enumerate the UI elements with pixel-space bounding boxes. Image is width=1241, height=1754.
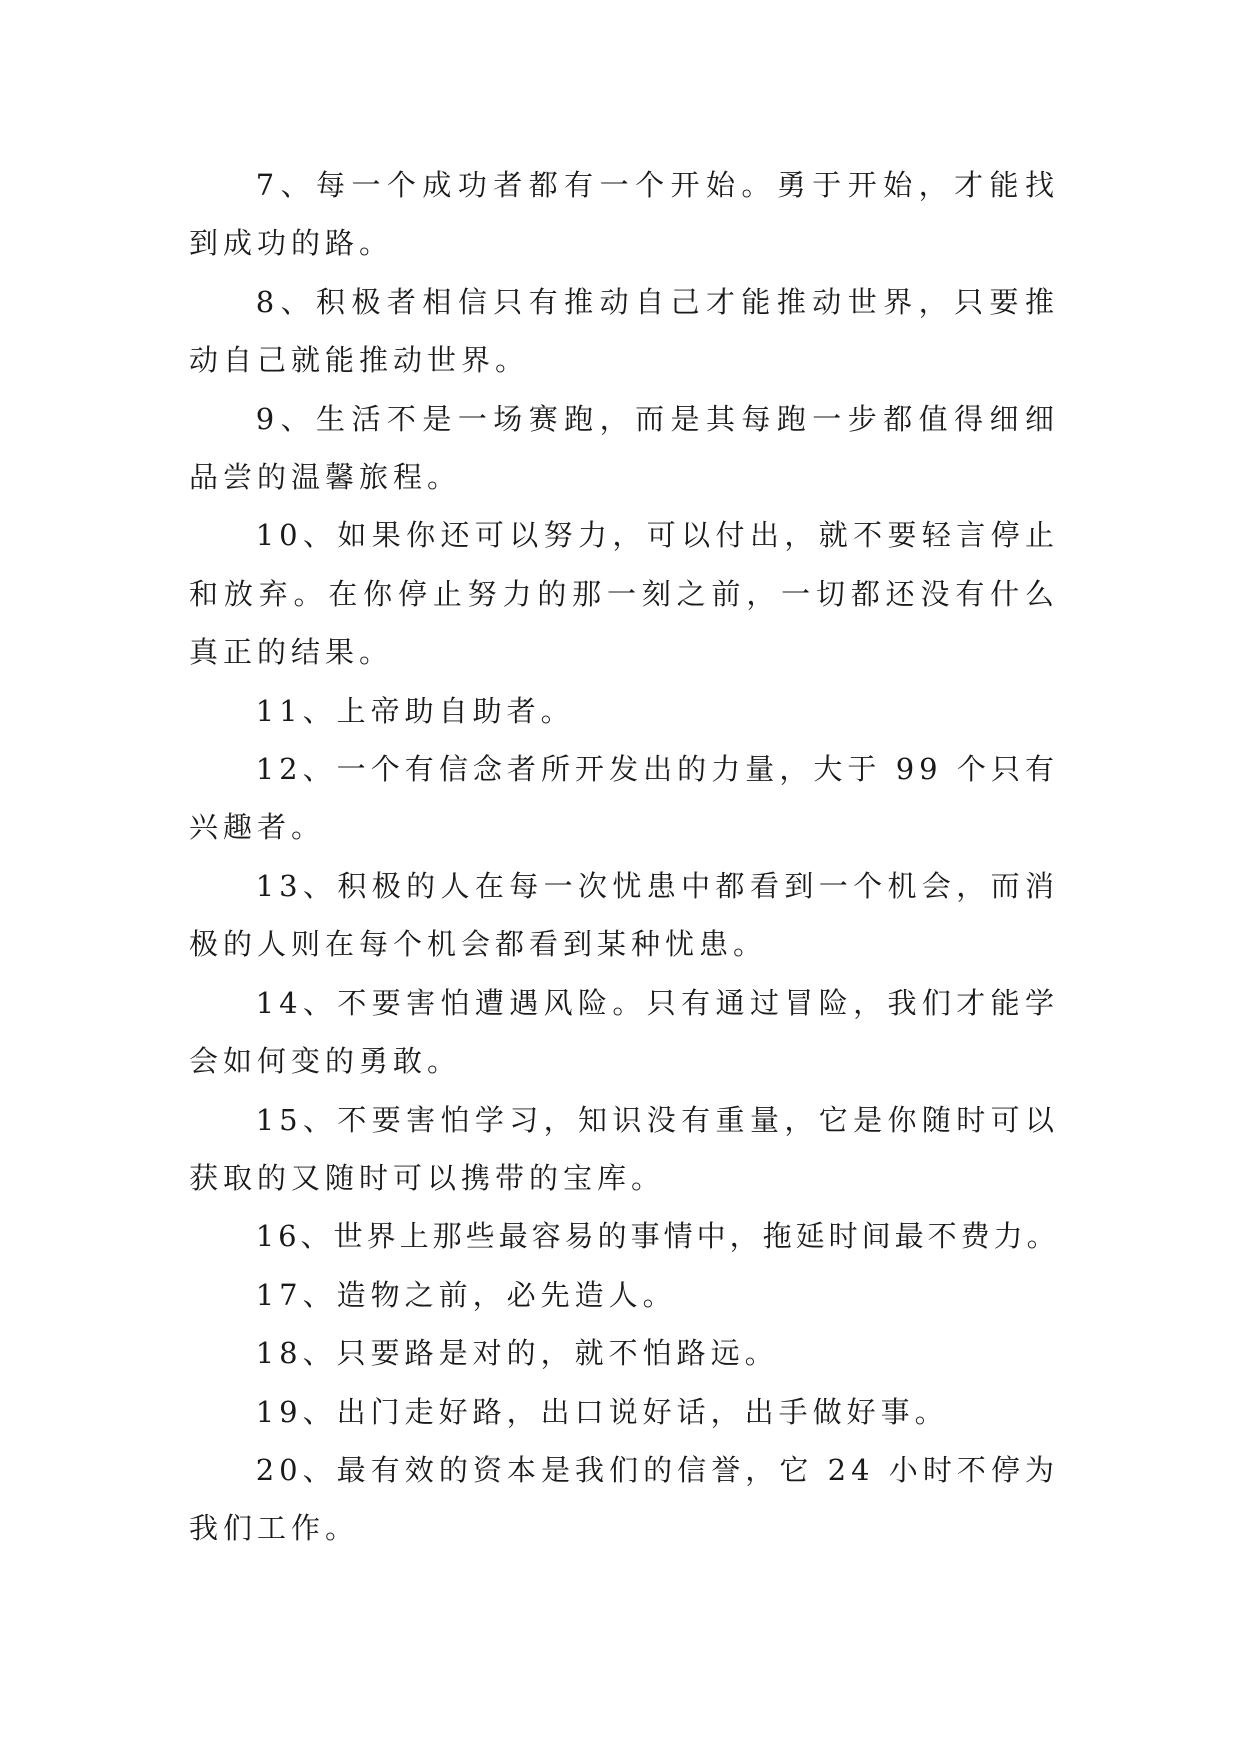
quote-paragraph-12: 12、一个有信念者所开发出的力量，大于 99 个只有兴趣者。 xyxy=(189,752,1059,845)
quote-paragraph-19: 19、出门走好路，出口说好话，出手做好事。 xyxy=(255,1394,949,1429)
quote-paragraph-7: 7、每一个成功者都有一个开始。勇于开始，才能找到成功的路。 xyxy=(189,168,1059,261)
quote-paragraph-8: 8、积极者相信只有推动自己才能推动世界，只要推动自己就能推动世界。 xyxy=(189,284,1059,378)
quote-paragraph-18: 18、只要路是对的，就不怕路远。 xyxy=(255,1336,779,1371)
quote-paragraph-13: 13、积极的人在每一次忧患中都看到一个机会，而消极的人则在每个机会都看到某种忧患。 xyxy=(189,868,1059,962)
quote-paragraph-9: 9、生活不是一场赛跑，而是其每跑一步都值得细细品尝的温馨旅程。 xyxy=(189,401,1059,495)
quote-paragraph-11: 11、上帝助自助者。 xyxy=(255,693,575,728)
quote-paragraph-16: 16、世界上那些最容易的事情中，拖延时间最不费力。 xyxy=(255,1219,1060,1254)
document-body xyxy=(189,156,1059,1558)
quote-paragraph-17: 17、造物之前，必先造人。 xyxy=(255,1277,677,1312)
quote-paragraph-10: 10、如果你还可以努力，可以付出，就不要轻言停止和放弃。在你停止努力的那一刻之前，一切都还没有什么真正的结果。 xyxy=(189,518,1059,670)
quote-paragraph-14: 14、不要害怕遭遇风险。只有通过冒险，我们才能学会如何变的勇敢。 xyxy=(189,985,1059,1079)
quote-paragraph-15: 15、不要害怕学习，知识没有重量，它是你随时可以获取的又随时可以携带的宝库。 xyxy=(189,1102,1059,1195)
quote-paragraph-20: 20、最有效的资本是我们的信誉，它 24 小时不停为我们工作。 xyxy=(189,1452,1059,1546)
